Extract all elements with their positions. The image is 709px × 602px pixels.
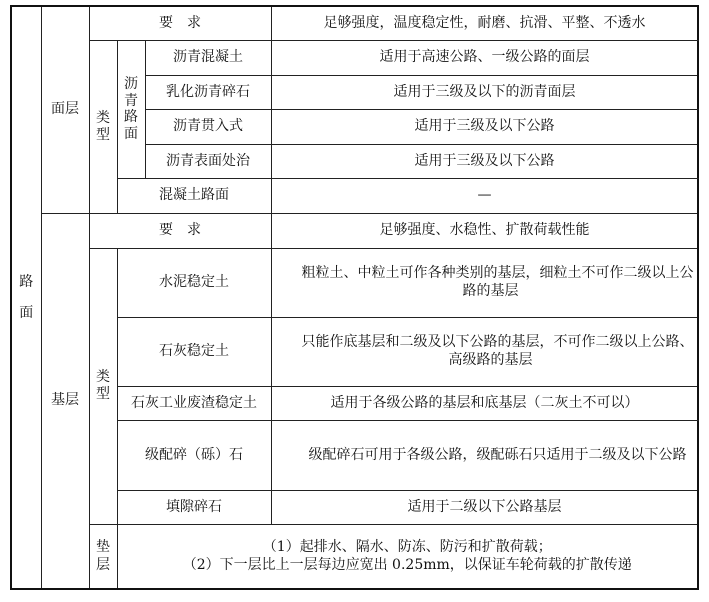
base-type-label-cell	[89, 248, 117, 525]
asphalt-label-cell	[117, 41, 145, 179]
root-label-cell	[11, 6, 41, 589]
cushion-notes	[117, 525, 698, 589]
base-type-desc: 适用于二级以下公路基层	[271, 490, 698, 525]
surface-label: 面层	[51, 101, 79, 118]
surface-label-cell	[41, 6, 89, 213]
cushion-label: 垫层	[96, 539, 110, 573]
surface-type-label-cell	[89, 41, 117, 214]
asphalt-type-name: 乳化沥青碎石	[145, 75, 271, 110]
cushion-label-cell	[89, 525, 117, 589]
surface-requirement-label: 要 求	[89, 6, 271, 41]
base-type-name: 填隙碎石	[117, 490, 271, 525]
asphalt-type-desc: 适用于三级及以下公路	[271, 144, 698, 179]
pavement-structure-table	[10, 5, 699, 590]
base-label: 基层	[51, 392, 79, 409]
surface-requirement: 足够强度，温度稳定性，耐磨、抗滑、平整、不透水	[271, 6, 698, 41]
asphalt-type-desc: 适用于三级及以下的沥青面层	[271, 75, 698, 110]
asphalt-type-desc: 适用于三级及以下公路	[271, 110, 698, 145]
surface-type-label: 类型	[95, 109, 110, 143]
base-type-name: 石灰稳定土	[117, 317, 271, 386]
concrete-pavement-name: 混凝土路面	[117, 179, 271, 214]
asphalt-type-name: 沥青贯入式	[145, 110, 271, 145]
root-label: 路面	[19, 273, 34, 321]
base-type-label: 类型	[95, 369, 110, 403]
asphalt-type-name: 沥青混凝土	[145, 41, 271, 76]
asphalt-type-name: 沥青表面处治	[145, 144, 271, 179]
base-type-name: 石灰工业废渣稳定土	[117, 386, 271, 421]
base-type-desc: 只能作底基层和二级及以下公路的基层，不可作二级以上公路、高级路的基层	[271, 317, 698, 386]
base-type-desc: 适用于各级公路的基层和底基层（二灰土不可以）	[271, 386, 698, 421]
asphalt-label: 沥青路面	[123, 75, 138, 143]
base-requirement-label: 要 求	[89, 213, 271, 248]
concrete-pavement-desc: —	[271, 179, 698, 214]
cushion-note: （2）下一层比上一层每边应宽出 0.25mm，以保证车轮荷载的扩散传递	[182, 556, 632, 573]
base-label-cell	[41, 213, 89, 589]
base-requirement: 足够强度、水稳性、扩散荷载性能	[271, 213, 698, 248]
asphalt-type-desc: 适用于高速公路、一级公路的面层	[271, 41, 698, 76]
base-type-name: 级配碎（砾）石	[117, 421, 271, 490]
base-type-name: 水泥稳定土	[117, 248, 271, 317]
base-type-desc: 级配碎石可用于各级公路，级配砾石只适用于二级及以下公路	[271, 421, 698, 490]
base-type-desc: 粗粒土、中粒土可作各种类别的基层，细粒土不可作二级以上公路的基层	[271, 248, 698, 317]
cushion-note: （1）起排水、隔水、防冻、防污和扩散荷载；	[262, 539, 552, 556]
